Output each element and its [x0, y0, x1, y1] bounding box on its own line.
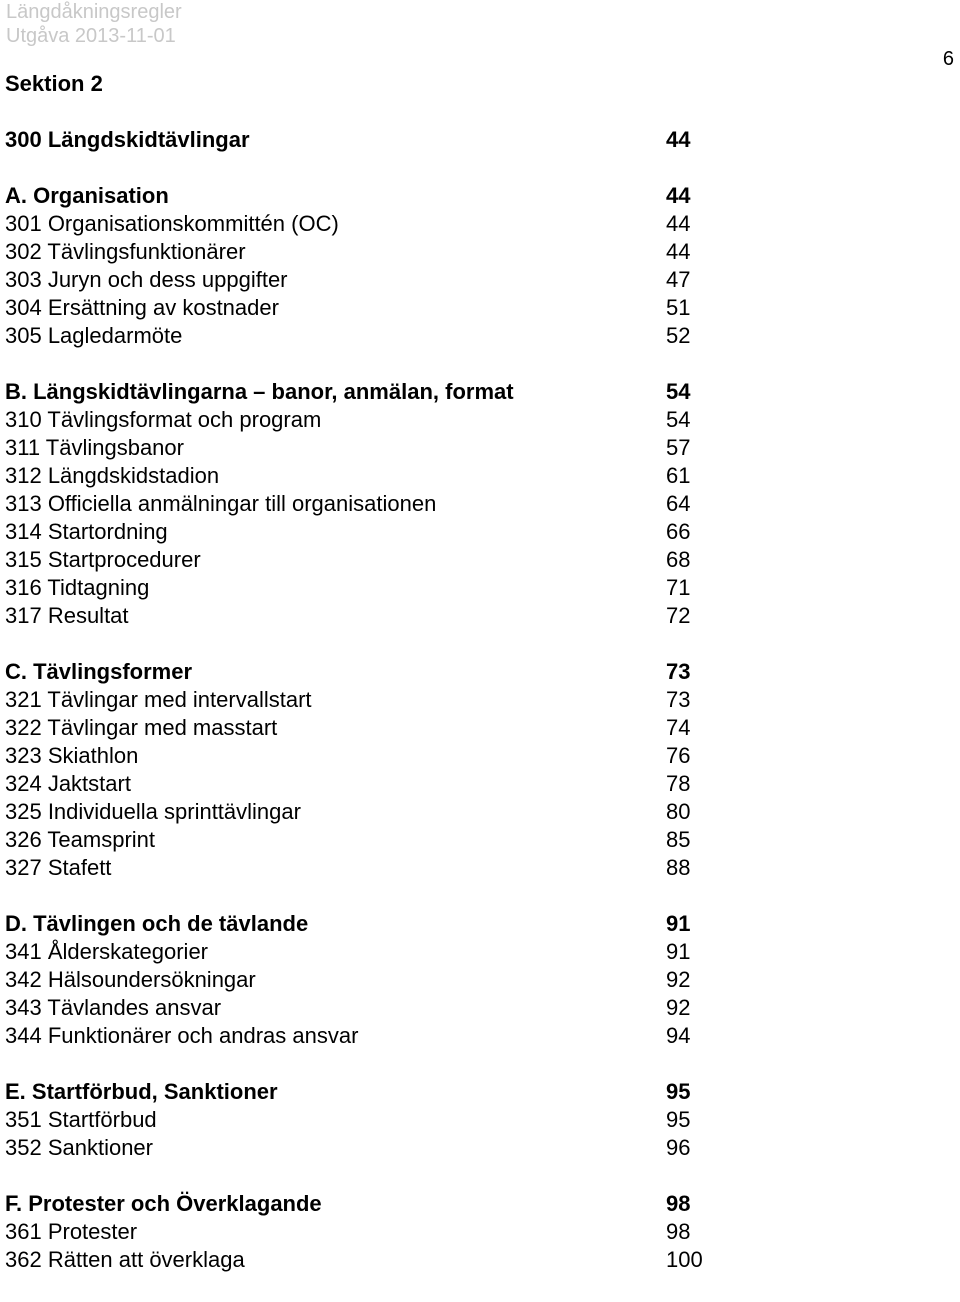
toc-entry-page: 66: [666, 519, 691, 544]
toc-entry-page: 95: [666, 1079, 691, 1104]
toc-entry-title: 321 Tävlingar med intervallstart: [5, 687, 312, 712]
toc-entry-title: 344 Funktionärer och andras ansvar: [5, 1023, 359, 1048]
toc-entry-title: 352 Sanktioner: [5, 1135, 153, 1160]
toc-group: [5, 1190, 710, 1274]
toc-entry-title: 361 Protester: [5, 1219, 138, 1244]
toc-heading-row: [5, 126, 710, 154]
toc-entry-title: 302 Tävlingsfunktionärer: [5, 239, 246, 264]
toc-entry-title: 324 Jaktstart: [5, 771, 131, 796]
toc-entry-page: 98: [666, 1191, 691, 1216]
toc-group: [5, 1078, 710, 1162]
toc-entry-title: 311 Tävlingsbanor: [5, 435, 184, 460]
toc-entry-row: [5, 574, 710, 602]
toc-entry-title: 314 Startordning: [5, 519, 168, 544]
toc-entry-row: [5, 406, 710, 434]
toc-entry-title: F. Protester och Överklagande: [5, 1191, 322, 1216]
toc-entry-row: [5, 854, 710, 882]
toc-entry-title: 327 Stafett: [5, 855, 112, 880]
toc-heading-row: [5, 910, 710, 938]
toc-entry-title: 362 Rätten att överklaga: [5, 1247, 245, 1272]
toc-entry-page: 98: [666, 1219, 691, 1244]
toc-entry-page: 44: [666, 239, 691, 264]
toc-entry-page: 94: [666, 1023, 691, 1048]
toc-entry-page: 92: [666, 967, 691, 992]
toc-entry-page: 76: [666, 743, 691, 768]
document-header: [6, 0, 182, 48]
toc-entry-page: 95: [666, 1107, 691, 1132]
toc-entry-row: [5, 238, 710, 266]
toc-entry-title: 300 Längdskidtävlingar: [5, 127, 250, 152]
page-number: 6: [942, 48, 954, 70]
toc-heading-row: [5, 182, 710, 210]
toc-entry-row: [5, 686, 710, 714]
toc-entry-title: 343 Tävlandes ansvar: [5, 995, 222, 1020]
toc-entry-title: 303 Juryn och dess uppgifter: [5, 267, 288, 292]
toc-entry-title: 342 Hälsoundersökningar: [5, 967, 256, 992]
toc-entry-row: [5, 966, 710, 994]
toc-entry-row: [5, 266, 710, 294]
toc-entry-page: 92: [666, 995, 691, 1020]
toc-entry-page: 80: [666, 799, 691, 824]
toc-entry-page: 64: [666, 491, 691, 516]
toc-entry-page: 47: [666, 267, 691, 292]
toc-entry-page: 51: [666, 295, 691, 320]
toc-entry-title: 313 Officiella anmälningar till organisationen: [5, 491, 437, 516]
toc-entry-page: 73: [666, 687, 691, 712]
toc-entry-row: [5, 1218, 710, 1246]
toc-group: [5, 910, 710, 1050]
document-title: Längdåkningsregler: [6, 1, 182, 23]
toc-heading-row: [5, 1190, 710, 1218]
toc-entry-row: [5, 742, 710, 770]
toc-entry-row: [5, 210, 710, 238]
toc-entry-title: 351 Startförbud: [5, 1107, 157, 1132]
toc-entry-title: E. Startförbud, Sanktioner: [5, 1079, 278, 1104]
toc-heading-row: [5, 1078, 710, 1106]
toc-entry-title: 322 Tävlingar med masstart: [5, 715, 278, 740]
toc-entry-title: 305 Lagledarmöte: [5, 323, 183, 348]
toc-entry-row: [5, 714, 710, 742]
toc-entry-row: [5, 1246, 710, 1274]
toc-entry-row: [5, 518, 710, 546]
toc-entry-title: 310 Tävlingsformat och program: [5, 407, 322, 432]
toc-entry-page: 74: [666, 715, 691, 740]
toc-entry-title: 304 Ersättning av kostnader: [5, 295, 279, 320]
toc-entry-page: 61: [666, 463, 691, 488]
toc-entry-row: [5, 938, 710, 966]
toc-entry-row: [5, 1022, 710, 1050]
toc-entry-page: 88: [666, 855, 691, 880]
toc-entry-page: 52: [666, 323, 691, 348]
document-edition: Utgåva 2013-11-01: [6, 25, 176, 47]
toc-entry-page: 96: [666, 1135, 691, 1160]
toc-entry-page: 68: [666, 547, 691, 572]
toc-entry-title: 323 Skiathlon: [5, 743, 139, 768]
toc-entry-row: [5, 462, 710, 490]
toc-entry-row: [5, 434, 710, 462]
toc-entry-title: C. Tävlingsformer: [5, 659, 193, 684]
toc-entry-row: [5, 1134, 710, 1162]
toc-heading-row: [5, 658, 710, 686]
toc-entry-page: 91: [666, 911, 691, 936]
toc-entry-page: 73: [666, 659, 691, 684]
toc-entry-row: [5, 490, 710, 518]
toc-entry-row: [5, 294, 710, 322]
toc-entry-row: [5, 994, 710, 1022]
toc-group: [5, 126, 710, 154]
table-of-contents: [5, 126, 710, 1302]
toc-entry-title: 317 Resultat: [5, 603, 129, 628]
toc-entry-page: 44: [666, 211, 691, 236]
toc-group: [5, 182, 710, 350]
toc-entry-row: [5, 546, 710, 574]
toc-entry-row: [5, 1106, 710, 1134]
toc-entry-title: 326 Teamsprint: [5, 827, 156, 852]
toc-entry-page: 85: [666, 827, 691, 852]
toc-entry-page: 54: [666, 379, 691, 404]
toc-group: [5, 378, 710, 630]
toc-entry-title: B. Längskidtävlingarna – banor, anmälan, format: [5, 379, 514, 404]
toc-entry-row: [5, 798, 710, 826]
section-title: Sektion 2: [5, 71, 103, 96]
toc-entry-title: 315 Startprocedurer: [5, 547, 201, 572]
toc-entry-title: 341 Ålderskategorier: [5, 939, 209, 964]
toc-entry-row: [5, 770, 710, 798]
toc-entry-row: [5, 602, 710, 630]
toc-entry-page: 57: [666, 435, 691, 460]
toc-entry-title: 301 Organisationskommittén (OC): [5, 211, 339, 236]
toc-entry-title: A. Organisation: [5, 183, 169, 208]
toc-entry-title: 316 Tidtagning: [5, 575, 150, 600]
toc-entry-title: D. Tävlingen och de tävlande: [5, 911, 309, 936]
toc-entry-page: 54: [666, 407, 691, 432]
toc-entry-title: 325 Individuella sprinttävlingar: [5, 799, 301, 824]
toc-entry-row: [5, 826, 710, 854]
toc-entry-page: 71: [666, 575, 691, 600]
toc-entry-title: 312 Längdskidstadion: [5, 463, 220, 488]
toc-entry-page: 44: [666, 127, 691, 152]
toc-heading-row: [5, 378, 710, 406]
toc-entry-page: 44: [666, 183, 691, 208]
toc-entry-page: 91: [666, 939, 691, 964]
toc-entry-page: 72: [666, 603, 691, 628]
toc-entry-page: 100: [666, 1247, 703, 1272]
toc-entry-row: [5, 322, 710, 350]
toc-group: [5, 658, 710, 882]
toc-entry-page: 78: [666, 771, 691, 796]
